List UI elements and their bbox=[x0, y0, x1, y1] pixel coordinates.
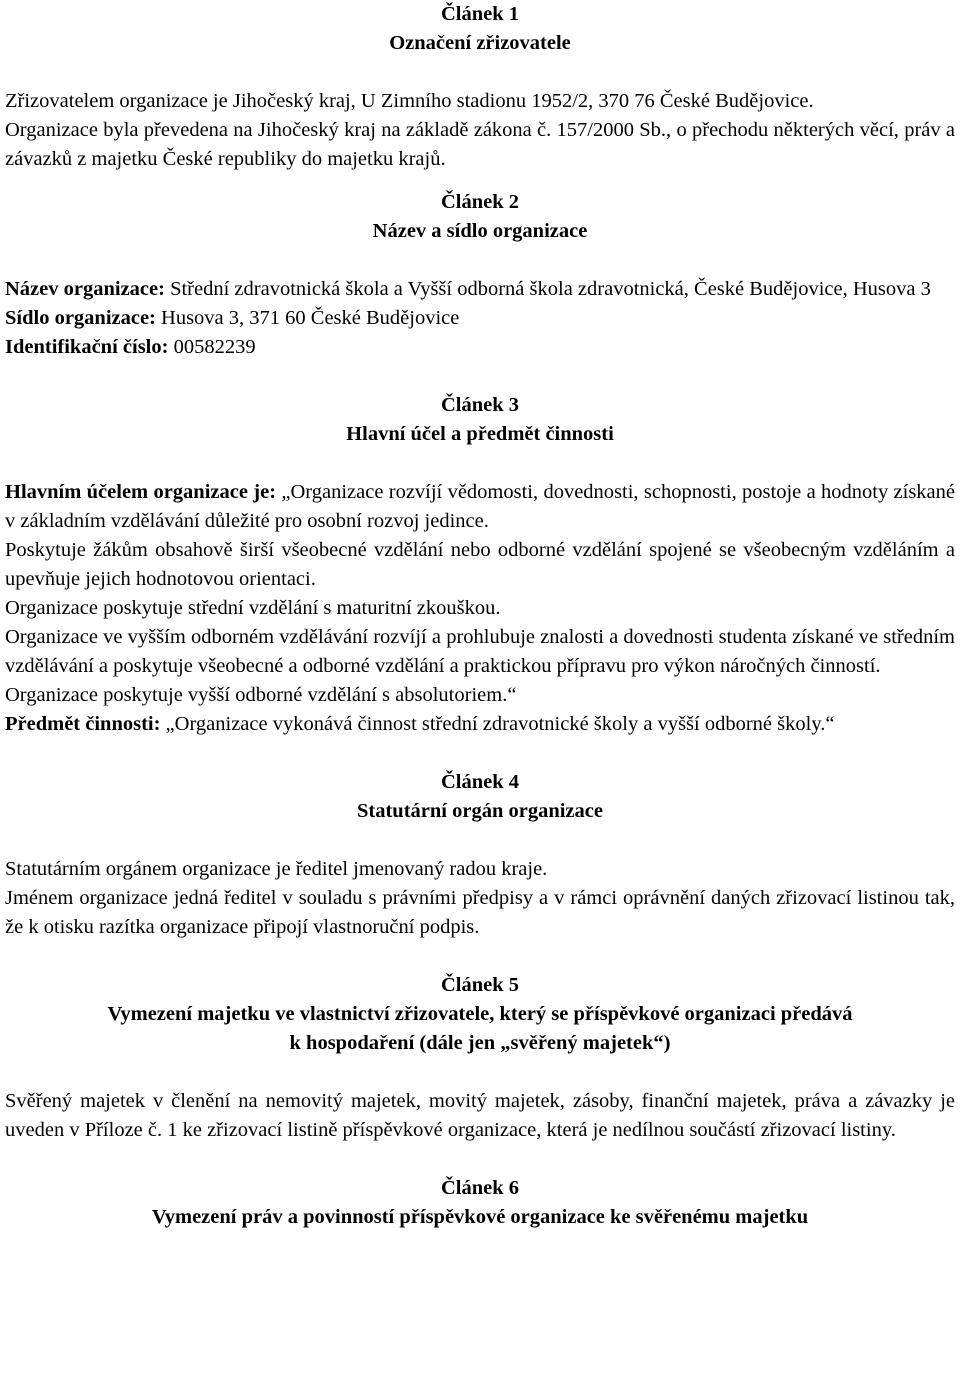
article-1 bbox=[5, 0, 955, 174]
article-2-title: Název a sídlo organizace bbox=[372, 220, 588, 242]
article-3-subject bbox=[5, 710, 955, 739]
article-2-field-id bbox=[5, 333, 955, 362]
article-5-paragraph: Svěřený majetek v členění na nemovitý majetek, movitý majetek, zásoby, finanční majetek, práva a závazky je uveden v Příloze č. 1 ke zřizovací listině příspěvkové organizace, která je nedílnou součástí zřizovací listiny. bbox=[5, 1090, 955, 1141]
article-3-purpose bbox=[5, 478, 955, 536]
field-label: Identifikační číslo: bbox=[5, 336, 169, 358]
article-4-number: Článek 4 bbox=[440, 771, 520, 793]
article-4-title: Statutární orgán organizace bbox=[357, 800, 603, 822]
field-label: Název organizace: bbox=[5, 278, 165, 300]
article-6 bbox=[5, 1174, 955, 1232]
purpose-text: „Organizace rozvíjí vědomosti, dovednosti, schopnosti, postoje a hodnoty získané v základním vzdělávání důležité pro osobní rozvoj jedince. bbox=[5, 481, 956, 532]
article-5 bbox=[5, 971, 955, 1145]
article-1-paragraph: Zřizovatelem organizace je Jihočeský kraj, U Zimního stadionu 1952/2, 370 76 České Budějovice. bbox=[5, 90, 814, 112]
article-2-field-name bbox=[5, 275, 955, 304]
article-2-field-seat bbox=[5, 304, 955, 333]
article-3-paragraph: Organizace poskytuje střední vzdělání s maturitní zkouškou. bbox=[5, 597, 501, 619]
article-3-paragraph: Organizace ve vyšším odborném vzdělávání rozvíjí a prohlubuje znalosti a dovednosti studenta získané ve středním vzdělávání a poskytuje všeobecné a odborné vzdělání a praktickou přípravu pro výkon náročných činností. bbox=[5, 626, 955, 677]
article-1-paragraph: Organizace byla převedena na Jihočeský kraj na základě zákona č. 157/2000 Sb., o přechodu některých věcí, práv a závazků z majetku České republiky do majetku krajů. bbox=[5, 119, 955, 170]
article-4-paragraph: Statutárním orgánem organizace je ředitel jmenovaný radou kraje. bbox=[5, 858, 548, 880]
article-3-paragraph: Organizace poskytuje vyšší odborné vzdělání s absolutoriem.“ bbox=[5, 684, 517, 706]
article-1-title: Označení zřizovatele bbox=[389, 32, 571, 54]
article-2 bbox=[5, 188, 955, 362]
field-value: Střední zdravotnická škola a Vyšší odborná škola zdravotnická, České Budějovice, Husova 3 bbox=[164, 278, 931, 300]
subject-text: „Organizace vykonává činnost střední zdravotnické školy a vyšší odborné školy.“ bbox=[160, 713, 835, 735]
article-3-paragraph: Poskytuje žákům obsahově širší všeobecné vzdělání nebo odborné vzdělání spojené se všeobecným vzděláním a upevňuje jejich hodnotovou orientaci. bbox=[5, 539, 955, 590]
article-3 bbox=[5, 391, 955, 739]
document-page bbox=[5, 0, 955, 1232]
article-5-number: Článek 5 bbox=[440, 974, 520, 996]
article-5-title-line2: k hospodaření (dále jen „svěřený majetek“) bbox=[289, 1032, 671, 1054]
subject-label: Předmět činnosti: bbox=[5, 713, 161, 735]
article-6-title: Vymezení práv a povinností příspěvkové organizace ke svěřenému majetku bbox=[151, 1206, 809, 1228]
article-2-number: Článek 2 bbox=[440, 191, 520, 213]
article-1-number: Článek 1 bbox=[440, 3, 520, 25]
field-value: Husova 3, 371 60 České Budějovice bbox=[155, 307, 460, 329]
field-value: 00582239 bbox=[168, 336, 256, 358]
article-3-title: Hlavní účel a předmět činnosti bbox=[346, 423, 614, 445]
article-4 bbox=[5, 768, 955, 942]
purpose-label: Hlavním účelem organizace je: bbox=[5, 481, 277, 503]
article-6-number: Článek 6 bbox=[440, 1177, 520, 1199]
article-5-title-line1: Vymezení majetku ve vlastnictví zřizovatele, který se příspěvkové organizaci předává bbox=[107, 1003, 853, 1025]
article-3-number: Článek 3 bbox=[440, 394, 520, 416]
field-label: Sídlo organizace: bbox=[5, 307, 156, 329]
article-4-paragraph: Jménem organizace jedná ředitel v souladu s právními předpisy a v rámci oprávnění daných zřizovací listinou tak, že k otisku razítka organizace připojí vlastnoruční podpis. bbox=[5, 887, 955, 938]
